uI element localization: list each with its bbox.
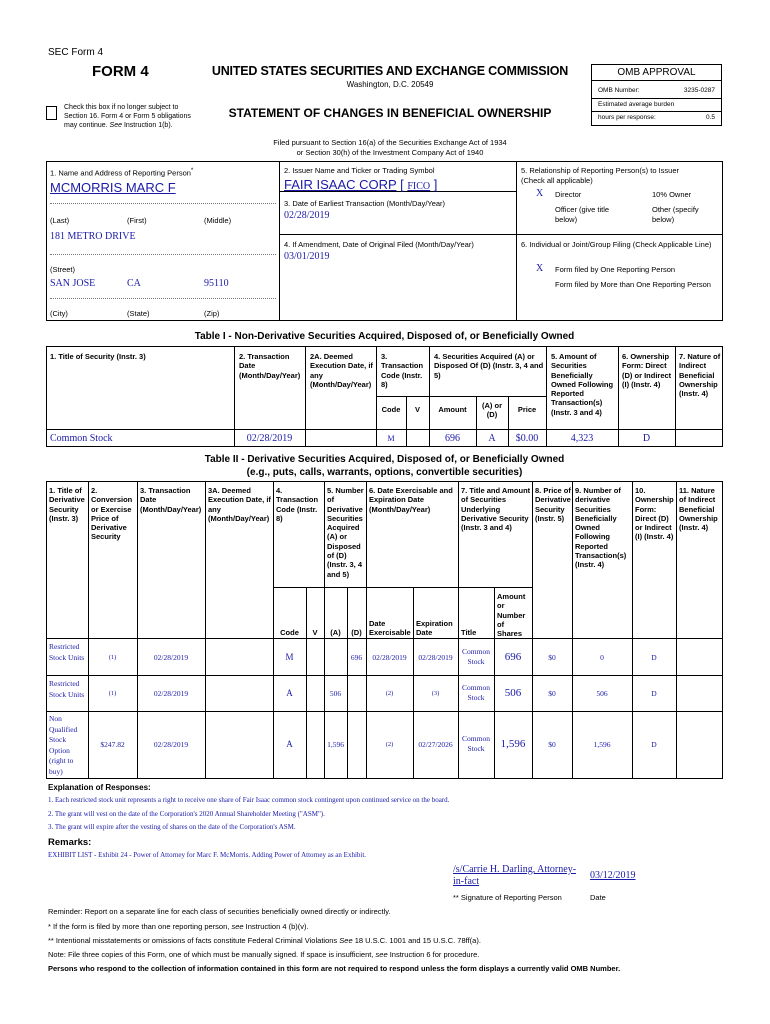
t1-h-amount-sub: Amount <box>438 405 467 414</box>
t1-h-aord-sub: (A) or (D) <box>482 401 502 420</box>
relationship-label: 5. Relationship of Reporting Person(s) to Issuer (Check all applicable) <box>521 166 679 185</box>
t2-h-date: 3. Transaction Date (Month/Day/Year) <box>140 486 202 514</box>
note-copies: Note: File three copies of this Form, one of which must be manually signed. If space is insufficient, see Instruction 6 for procedure. <box>48 950 480 959</box>
t2-r2-date: 02/28/2019 <box>153 689 189 698</box>
t2-r3-title: Non Qualified Stock Option (right to buy) <box>49 714 78 776</box>
t2-sub-expiration: Expiration Date <box>416 619 453 638</box>
t2-r2-price: $0 <box>548 689 556 698</box>
t1-h-price-sub: Price <box>517 405 537 414</box>
city-line: Washington, D.C. 20549 <box>346 80 434 89</box>
omb-number: 3235-0287 <box>683 87 715 94</box>
city-value: SAN JOSE <box>50 278 96 289</box>
earliest-date-label: 3. Date of Earliest Transaction (Month/Day/Year) <box>284 199 446 208</box>
t2-r3-amt: 1,596 <box>500 738 526 750</box>
state-label: (State) <box>127 309 150 318</box>
t2-r3-code: A <box>286 739 293 749</box>
remarks-heading: Remarks: <box>48 837 92 848</box>
t2-h-title: 1. Title of Derivative Security (Instr. 3) <box>49 486 85 523</box>
t2-sub-a: (A) <box>330 628 341 637</box>
t2-r2-conv: (1) <box>108 690 117 697</box>
table1-title: Table I - Non-Derivative Securities Acquired, Disposed of, or Beneficially Owned <box>194 331 575 342</box>
t2-h-underlying: 7. Title and Amount of Securities Underlying Derivative Security (Instr. 3 and 4) <box>461 486 531 533</box>
statement-title: STATEMENT OF CHANGES IN BENEFICIAL OWNERSHIP <box>228 106 552 120</box>
t2-r3-owned: 1,596 <box>593 740 611 749</box>
first-label: (First) <box>127 216 147 225</box>
city-label: (City) <box>50 309 68 318</box>
t2-sub-code: Code <box>280 628 299 637</box>
reporting-person-label: 1. Name and Address of Reporting Person* <box>50 167 194 178</box>
t2-r2-owned: 506 <box>596 689 608 698</box>
t2-r2-a: 506 <box>329 689 342 698</box>
filing-label: 6. Individual or Joint/Group Filing (Check Applicable Line) <box>521 240 712 249</box>
omb-title: OMB APPROVAL <box>592 65 721 81</box>
t2-r3-date: 02/28/2019 <box>153 740 189 749</box>
t2-r3-utitle: Common Stock <box>462 734 490 753</box>
t2-h-ownership: 10. Ownership Form: Direct (D) or Indirect (I) (Instr. 4) <box>635 486 674 542</box>
t2-r1-form: D <box>651 653 657 662</box>
t1-h-deemed: 2A. Deemed Execution Date, if any (Month/Day/Year) <box>310 352 373 389</box>
ten-pct-label: 10% Owner <box>652 190 692 199</box>
t2-sub-v: V <box>312 628 318 637</box>
form-title: FORM 4 <box>92 63 149 80</box>
t2-r3-conv: $247.82 <box>100 740 125 749</box>
t2-r1-conv: (1) <box>108 654 117 661</box>
other-label: Other (specify below) <box>652 205 699 224</box>
t1-row-price: $0.00 <box>515 433 539 444</box>
t2-h-price: 8. Price of Derivative Security (Instr. 5) <box>535 486 571 523</box>
t1-h-amount-owned: 5. Amount of Securities Beneficially Owned Following Reported Transaction(s) (Instr. 3 and 4) <box>551 352 614 417</box>
t2-r1-owned: 0 <box>600 653 604 662</box>
note-omb: Persons who respond to the collection of information contained in this form are not required to respond unless the form displays a currently valid OMB Number. <box>48 964 621 973</box>
street-label: (Street) <box>50 265 76 274</box>
t2-r1-exp: 02/28/2019 <box>418 653 453 662</box>
filed-pursuant: Filed pursuant to Section 16(a) of the Securities Exchange Act of 1934 or Section 30(h) of the Investment Company Act of 1940 <box>273 138 507 157</box>
t1-row-form: D <box>642 433 651 444</box>
issuer-name[interactable]: FAIR ISAAC CORP [ FICO ] <box>284 177 438 192</box>
t2-h-number: 5. Number of Derivative Securities Acquired (A) or Disposed of (D) (Instr. 3, 4 and 5) <box>327 486 364 579</box>
zip-value: 95110 <box>204 278 229 289</box>
officer-label: Officer (give title below) <box>555 205 610 224</box>
t1-h-securities: 4. Securities Acquired (A) or Disposed Of (D) (Instr. 3, 4 and 5) <box>434 352 544 380</box>
note-multiple-persons: * If the form is filed by more than one reporting person, see Instruction 4 (b)(v). <box>48 922 309 931</box>
t1-row-code: M <box>387 434 395 443</box>
t2-r1-title: Restricted Stock Units <box>49 642 85 662</box>
omb-hours: 0.5 <box>705 114 715 121</box>
signature-date: 03/12/2019 <box>590 870 636 881</box>
t1-h-v-sub: V <box>414 405 420 414</box>
footnote-3: 3. The grant will expire after the vesting of shares on the date of the Corporation's ASM. <box>48 823 296 831</box>
t2-r1-amt: 696 <box>504 651 522 663</box>
t2-r2-utitle: Common Stock <box>462 683 490 702</box>
t2-h-conversion: 2. Conversion or Exercise Price of Derivative Security <box>91 486 133 542</box>
note-misstatements: ** Intentional misstatements or omissions of facts constitute Federal Criminal Violations See 18 U.S.C. 1001 and 15 U.S.C. 78ff(a). <box>48 936 481 945</box>
last-label: (Last) <box>50 216 70 225</box>
signature: /s/Carrie H. Darling, Attorney-in-fact <box>453 864 577 887</box>
t2-h-code: 4. Transaction Code (Instr. 8) <box>276 486 319 523</box>
t2-h-owned: 9. Number of derivative Securities Beneficially Owned Following Reported Transaction(s) (Instr. 4) <box>575 486 627 570</box>
t2-r3-de: (2) <box>385 741 394 748</box>
zip-label: (Zip) <box>204 309 220 318</box>
footnote-2: 2. The grant will vest on the date of the Corporation's 2020 Annual Shareholder Meeting ("ASM"). <box>48 810 325 818</box>
t2-r1-price: $0 <box>548 653 556 662</box>
t2-h-nature: 11. Nature of Indirect Beneficial Ownership (Instr. 4) <box>679 486 718 533</box>
omb-hours-label: hours per response: <box>598 114 656 121</box>
t1-h-title: 1. Title of Security (Instr. 3) <box>50 352 146 361</box>
t2-r3-price: $0 <box>548 740 556 749</box>
t1-h-nature: 7. Nature of Indirect Beneficial Ownership (Instr. 4) <box>679 352 721 399</box>
reminder: Reminder: Report on a separate line for each class of securities beneficially owned directly or indirectly. <box>48 907 391 916</box>
street-value: 181 METRO DRIVE <box>50 231 136 242</box>
t2-r3-form: D <box>651 740 657 749</box>
t2-r3-exp: 02/27/2026 <box>418 740 453 749</box>
t2-h-exercisable: 6. Date Exercisable and Expiration Date (Month/Day/Year) <box>369 486 453 514</box>
t2-r1-date: 02/28/2019 <box>153 653 189 662</box>
one-person-check[interactable]: X <box>536 263 544 274</box>
t2-r2-amt: 506 <box>504 687 522 699</box>
t2-r2-exp: (3) <box>431 690 440 697</box>
state-value: CA <box>127 278 141 289</box>
reporting-person-name[interactable]: MCMORRIS MARC F <box>50 180 176 195</box>
middle-label: (Middle) <box>204 216 232 225</box>
explanation-heading: Explanation of Responses: <box>48 783 151 792</box>
t1-h-code-sub: Code <box>381 405 401 414</box>
t2-r3-a: 1,596 <box>327 740 344 749</box>
table2-title: Table II - Derivative Securities Acquired, Disposed of, or Beneficially Owned (e.g., puts, calls, warrants, options, convertible securities) <box>204 454 565 478</box>
checkbox-note: Check this box if no longer subject to Section 16. Form 4 or Form 5 obligations may continue. See Instruction 1(b). <box>64 104 191 129</box>
t2-r1-de: 02/28/2019 <box>372 653 407 662</box>
t1-h-date: 2. Transaction Date (Month/Day/Year) <box>239 352 301 380</box>
no-longer-subject-checkbox[interactable] <box>46 106 57 120</box>
t2-r1-code: M <box>285 652 294 662</box>
issuer-label: 2. Issuer Name and Ticker or Trading Symbol <box>284 166 435 175</box>
ticker-link[interactable]: FICO <box>407 181 431 192</box>
t2-sub-amount: Amount or Number of Shares <box>497 592 526 639</box>
amendment-label: 4. If Amendment, Date of Original Filed (Month/Day/Year) <box>284 240 474 249</box>
amendment-value: 03/01/2019 <box>284 251 330 262</box>
commission-title: UNITED STATES SECURITIES AND EXCHANGE COMMISSION <box>211 64 569 78</box>
t2-r2-title: Restricted Stock Units <box>49 679 85 699</box>
sec-form-label: SEC Form 4 <box>48 47 104 58</box>
t1-row-owned: 4,323 <box>570 433 594 444</box>
t2-r2-de: (2) <box>385 690 394 697</box>
t1-row-amount: 696 <box>445 433 460 444</box>
more-person-label: Form filed by More than One Reporting Person <box>555 280 711 289</box>
t2-r1-utitle: Common Stock <box>462 647 490 666</box>
omb-approval-box <box>591 64 722 126</box>
director-label: Director <box>555 190 582 199</box>
earliest-date-value: 02/28/2019 <box>284 210 330 221</box>
t2-r1-d: 696 <box>350 653 363 662</box>
t2-sub-date-exercisable: Date Exercisable <box>369 619 411 638</box>
t1-row-date: 02/28/2019 <box>246 433 293 444</box>
t1-row-title: Common Stock <box>50 433 113 444</box>
omb-number-label: OMB Number: <box>598 87 640 94</box>
t2-sub-d: (D) <box>351 628 362 637</box>
footnote-1: 1. Each restricted stock unit represents a right to receive one share of Fair Isaac common stock contingent upon continued service on the board. <box>48 796 450 804</box>
t1-row-aord: A <box>488 433 496 444</box>
t1-h-ownership: 6. Ownership Form: Direct (D) or Indirect (I) (Instr. 4) <box>622 352 672 389</box>
t2-r2-code: A <box>286 688 293 698</box>
one-person-label: Form filed by One Reporting Person <box>555 265 676 274</box>
remarks-text: EXHIBIT LIST - Exhibit 24 - Power of Attorney for Marc F. McMorris. Adding Power of Attorney as an Exhibit. <box>48 851 367 859</box>
director-check[interactable]: X <box>536 188 544 199</box>
signature-label: ** Signature of Reporting Person <box>453 893 562 902</box>
t2-h-deemed: 3A. Deemed Execution Date, if any (Month/Day/Year) <box>208 486 271 523</box>
t2-sub-title: Title <box>461 628 477 637</box>
t2-r2-form: D <box>651 689 657 698</box>
omb-burden-label: Estimated average burden <box>598 101 675 108</box>
t1-h-code: 3. Transaction Code (Instr. 8) <box>381 352 424 389</box>
date-label: Date <box>590 893 606 902</box>
